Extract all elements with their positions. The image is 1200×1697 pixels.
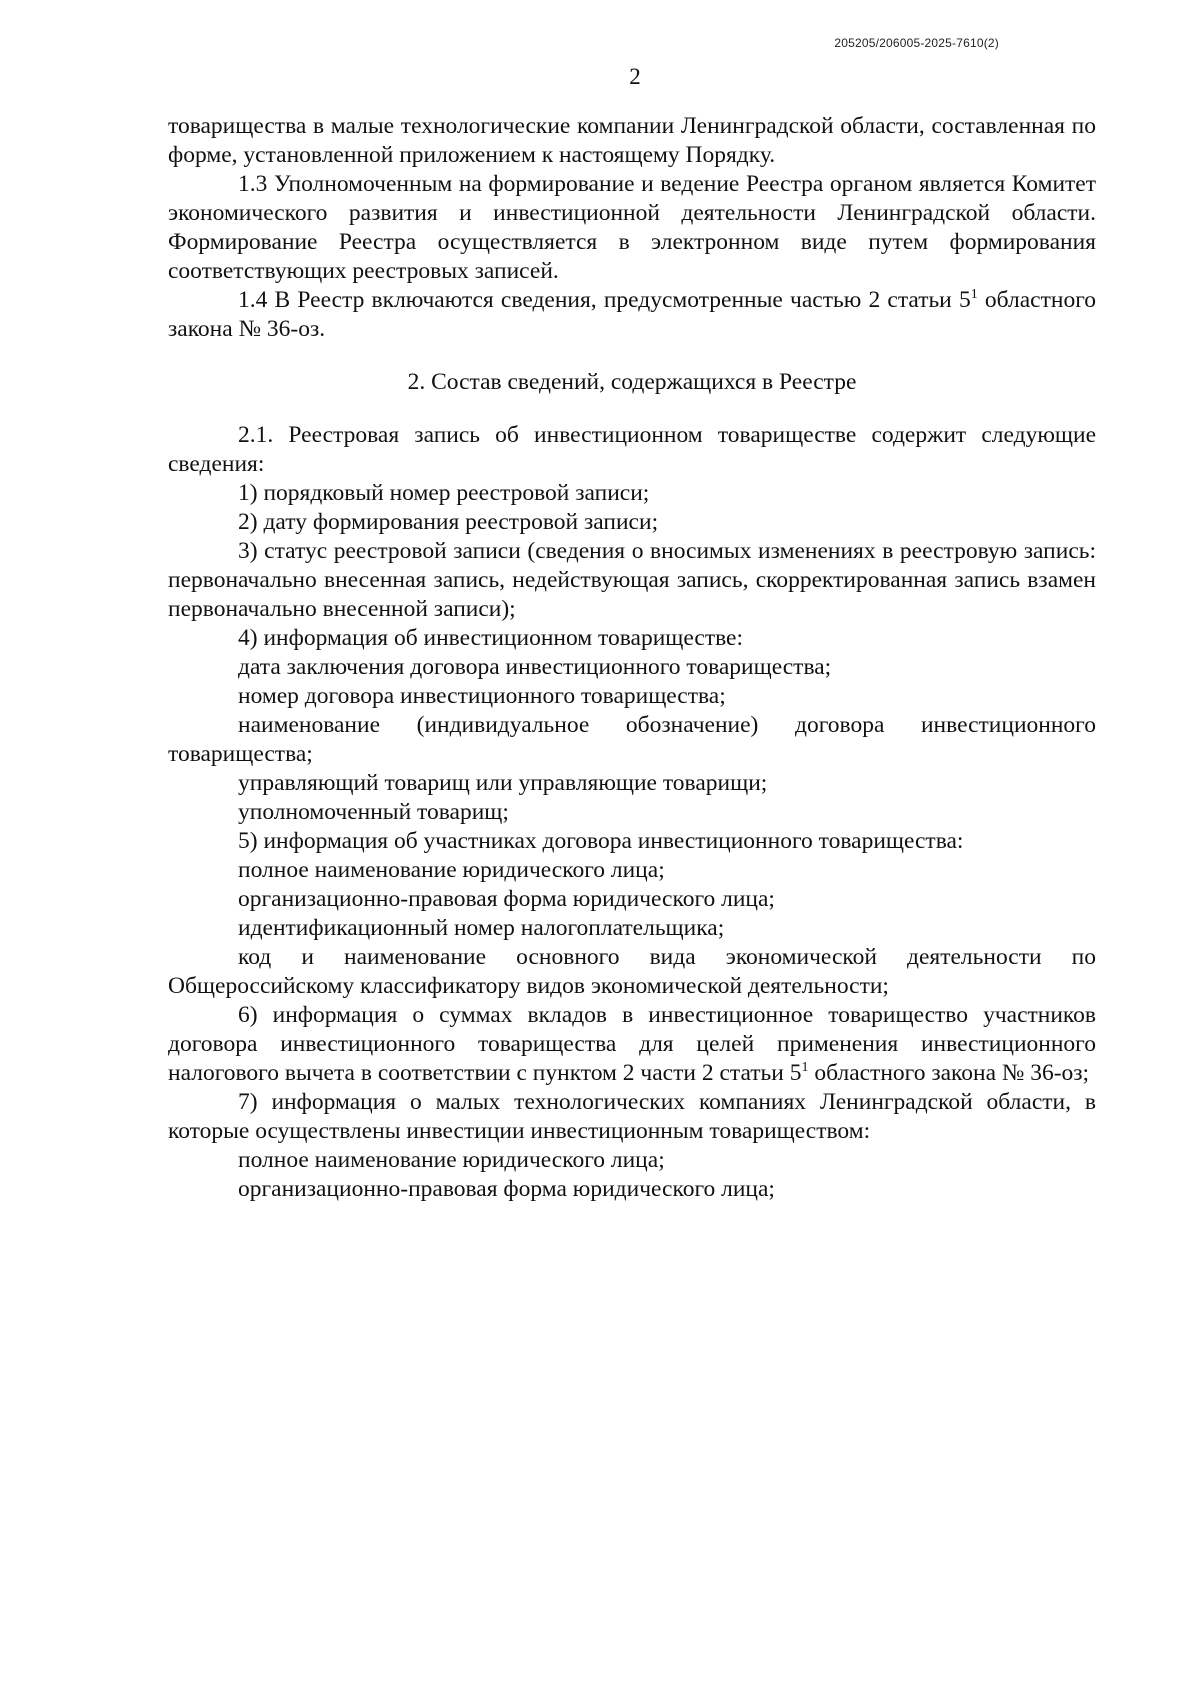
list-item-2: 2) дату формирования реестровой записи;	[238, 509, 659, 535]
paragraph-1-4	[168, 286, 1096, 344]
list-subitem: номер договора инвестиционного товарищества;	[238, 683, 726, 709]
page-number: 2	[629, 64, 641, 89]
list-item-7: 7) информация о малых технологических компаниях Ленинградской области, в которые осуществлены инвестиции инвестиционным товариществом:	[168, 1089, 1096, 1144]
list-item-5: 5) информация об участниках договора инвестиционного товарищества:	[238, 828, 964, 854]
document-registration-number: 205205/206005-2025-7610(2)	[834, 36, 999, 50]
list-subitem: идентификационный номер налогоплательщика;	[238, 915, 725, 941]
paragraph-1-3: 1.3 Уполномоченным на формирование и ведение Реестра органом является Комитет экономического развития и инвестиционной деятельности Ленинградской области. Формирование Реестра осуществляется в электронном виде путем формирования соответствующих реестровых записей.	[168, 171, 1096, 284]
list-item-4: 4) информация об инвестиционном товариществе:	[238, 625, 744, 651]
paragraph-2-1: 2.1. Реестровая запись об инвестиционном товариществе содержит следующие сведения:	[168, 422, 1096, 477]
list-item-6	[168, 1001, 1096, 1088]
list-subitem: организационно-правовая форма юридического лица;	[238, 886, 775, 912]
list-subitem: полное наименование юридического лица;	[238, 857, 665, 883]
list-subitem: дата заключения договора инвестиционного товарищества;	[238, 654, 832, 680]
superscript: 1	[970, 287, 978, 302]
paragraph-1-4-text: 1.4 В Реестр включаются сведения, предусмотренные частью 2 статьи 5	[238, 287, 971, 313]
paragraph-continuation: товарищества в малые технологические компании Ленинградской области, составленная по форме, установленной приложением к настоящему Порядку.	[168, 113, 1096, 168]
list-subitem: код и наименование основного вида экономической деятельности по Общероссийскому классификатору видов экономической деятельности;	[168, 944, 1096, 999]
list-subitem: полное наименование юридического лица;	[238, 1147, 665, 1173]
list-item-6-text: 6) информация о суммах вкладов в инвестиционное товарищество участников договора инвестиционного товарищества для целей применения инвестиционного налогового вычета в соответствии с пунктом 2 части 2 статьи 5	[168, 1002, 1096, 1086]
paragraph-1-4-tail: областного закона № 36-оз.	[168, 287, 1096, 342]
list-subitem: уполномоченный товарищ;	[238, 799, 509, 825]
section-heading: 2. Состав сведений, содержащихся в Реестре	[407, 369, 857, 395]
list-subitem: управляющий товарищ или управляющие товарищи;	[238, 770, 768, 796]
list-subitem: наименование (индивидуальное обозначение) договора инвестиционного товарищества;	[168, 712, 1096, 767]
list-item-1: 1) порядковый номер реестровой записи;	[238, 480, 650, 506]
superscript: 1	[801, 1060, 809, 1075]
list-item-3: 3) статус реестровой записи (сведения о вносимых изменениях в реестровую запись: первоначально внесенная запись, недействующая запись, скорректированная запись взамен первоначально внесенной записи);	[168, 538, 1096, 622]
list-subitem: организационно-правовая форма юридического лица;	[238, 1176, 775, 1202]
document-body	[168, 112, 1096, 1204]
list-item-6-tail: областного закона № 36-оз;	[808, 1060, 1090, 1086]
